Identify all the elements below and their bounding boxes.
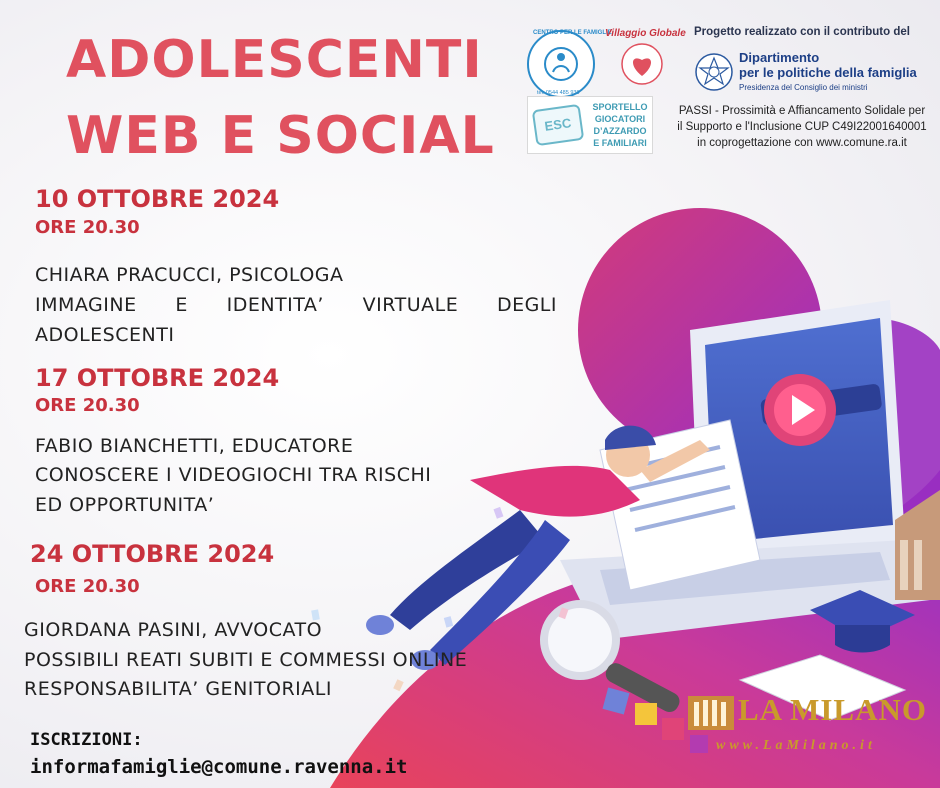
event-1-topic-line-2: ADOLESCENTI: [35, 324, 175, 346]
watermark-logo: [686, 690, 736, 732]
topic-word: DEGLI: [496, 294, 557, 316]
event-1-date: 10 OTTOBRE 2024: [35, 185, 280, 213]
topic-word: IDENTITA’: [226, 294, 324, 316]
event-3-topic-line-1: POSSIBILI REATI SUBITI E COMMESSI ONLINE: [24, 649, 468, 671]
event-3-date: 24 OTTOBRE 2024: [30, 540, 275, 568]
dept-title-line-2: per le politiche della famiglia: [739, 65, 917, 80]
topic-word: E: [175, 294, 188, 316]
italian-emblem-icon: [694, 50, 734, 94]
watermark-url: www.LaMilano.it: [716, 738, 876, 753]
event-2-date: 17 OTTOBRE 2024: [35, 364, 280, 392]
title-line-2: WEB E SOCIAL: [66, 106, 495, 166]
sportello-line: E FAMILIARI: [593, 138, 647, 148]
event-2-time: ORE 20.30: [35, 395, 140, 416]
centro-famiglie-logo: [525, 28, 612, 100]
registration-email[interactable]: informafamiglie@comune.ravenna.it: [30, 756, 408, 778]
dept-title-line-1: Dipartimento: [739, 50, 820, 65]
topic-word: VIRTUALE: [362, 294, 459, 316]
registration-label: ISCRIZIONI:: [30, 730, 143, 750]
sportello-logo: [527, 96, 653, 154]
sportello-line: D’AZZARDO: [593, 126, 647, 136]
event-3-topic-line-2: RESPONSABILITA’ GENITORIALI: [24, 678, 332, 700]
passi-line: in coprogettazione con www.comune.ra.it: [697, 137, 907, 149]
centro-famiglie-text: CENTRO PER LE FAMIGLIE: [533, 30, 612, 36]
villaggio-globale-logo: [605, 28, 686, 90]
passi-text: [664, 103, 940, 151]
event-2-speaker: FABIO BIANCHETTI, EDUCATORE: [35, 435, 354, 457]
event-3-time: ORE 20.30: [35, 576, 140, 597]
passi-line: PASSI - Prossimità e Affiancamento Solidale per: [678, 105, 926, 117]
watermark-name: LA MILANO: [738, 692, 927, 727]
centro-famiglie-phone: tel. 0544 485 939: [537, 90, 580, 96]
villaggio-globale-text: Villaggio Globale: [605, 28, 686, 39]
passi-line: il Supporto e l'Inclusione CUP C49I22001640001: [677, 121, 927, 133]
presidenza-text: Presidenza del Consiglio dei ministri: [739, 83, 868, 92]
event-1-speaker: CHIARA PRACUCCI, PSICOLOGA: [35, 264, 344, 286]
topic-word: IMMAGINE: [35, 294, 137, 316]
event-1-topic-line-1: [35, 294, 557, 316]
event-2-topic-line-2: ED OPPORTUNITA’: [35, 494, 215, 516]
title-line-1: ADOLESCENTI: [66, 30, 483, 90]
esc-badge: [532, 104, 585, 146]
event-1-time: ORE 20.30: [35, 217, 140, 238]
cube-pink: [662, 718, 684, 740]
sportello-line: SPORTELLO: [592, 102, 648, 112]
sponsor-header: Progetto realizzato con il contributo del: [694, 26, 910, 38]
event-2-topic-line-1: CONOSCERE I VIDEOGIOCHI TRA RISCHI: [35, 464, 432, 486]
cube-yellow: [635, 703, 657, 725]
sportello-line: GIOCATORI: [594, 114, 646, 124]
cube-magenta: [690, 735, 708, 753]
sportello-text: [588, 101, 652, 149]
event-3-speaker: GIORDANA PASINI, AVVOCATO: [24, 619, 323, 641]
esc-text: ESC: [543, 115, 573, 134]
